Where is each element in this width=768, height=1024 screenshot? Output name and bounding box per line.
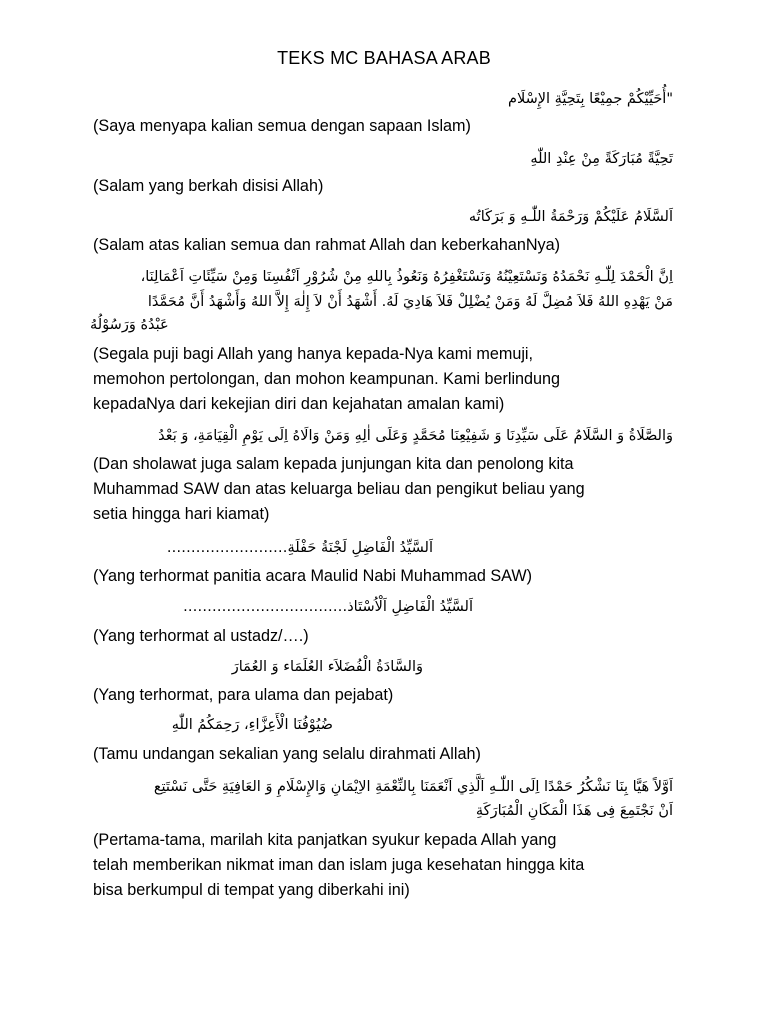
translation-line: (Yang terhormat panitia acara Maulid Nabi Muhammad SAW): [93, 567, 533, 585]
arabic-line: وَالصَّلَاةُ وَ السَّلَامُ عَلَى سَيِّدِنَا وَ شَفِيْعِنَا مُحَمَّدٍ وَعَلَى اٰلِهِ وَمَنْ وَالَاهُ اِلَى يَوْمِ الْقِيَامَةِ، وَ بَعْدُ: [158, 428, 673, 444]
arabic-line: ضُيُوْفُنَا الْأَعِزَّاءِ، رَحِمَكُمُ اللّٰهِ: [171, 717, 333, 733]
arabic-line: اَلسَّلَامُ عَلَيْكُمْ وَرَحْمَةُ اللّٰـهِ وَ بَرَكَاتُه: [468, 209, 673, 225]
arabic-line: عَبْدُهُ وَرَسُوْلُهُ: [90, 317, 169, 333]
translation-line: (Segala puji bagi Allah yang hanya kepada-Nya kami memuji,: [93, 345, 534, 363]
arabic-line: اَنْ نَجْتَمِعَ فِى هَذَا الْمَكَانِ الْمُبَارَكَةِ: [475, 803, 673, 819]
translation-line: memohon pertolongan, dan mohon keampunan. Kami berlindung: [93, 370, 561, 388]
translation-line: setia hingga hari kiamat): [93, 505, 270, 523]
translation-line: (Salam atas kalian semua dan rahmat Allah dan keberkahanNya): [93, 236, 561, 254]
arabic-line: تَحِيَّةً مُبَارَكَةً مِنْ عِنْدِ اللّٰهِ: [530, 151, 673, 167]
translation-line: kepadaNya dari kekejian diri dan kejahatan amalan kami): [93, 395, 505, 413]
arabic-line: مَنْ يَهْدِهِ اللهُ فَلاَ مُضِلَّ لَهُ وَمَنْ يُضْلِلْ فَلاَ هَادِيَ لَهُ. أَشْهَدُ أَنْ لاَ إِلٰهَ إِلاَّ اللهُ وَأَشْهَدُ أَنَّ مُحَمَّدًا: [147, 294, 673, 310]
translation-line: (Salam yang berkah disisi Allah): [93, 177, 324, 195]
translation-line: (Yang terhormat al ustadz/….): [93, 627, 309, 645]
arabic-line: اِنَّ الْحَمْدَ لِلّٰـهِ نَحْمَدُهُ وَنَسْتَعِيْنُهُ وَنَسْتَغْفِرُهُ وَنَعُوذُ بِاللهِ مِنْ شُرُوْرِ اَنْفُسِنَا وَمِنْ سَيِّئَاتِ اَعْمَالِنَا،: [140, 269, 673, 285]
translation-line: Muhammad SAW dan atas keluarga beliau dan pengikut beliau yang: [93, 480, 585, 498]
document-title: TEKS MC BAHASA ARAB: [277, 48, 491, 68]
translation-line: (Saya menyapa kalian semua dengan sapaan Islam): [93, 117, 471, 135]
translation-line: telah memberikan nikmat iman dan islam juga kesehatan hingga kita: [93, 856, 585, 874]
arabic-line: اَلسَّيِّدُ الْفَاضِلِ لَجْنَةُ حَفْلَةِ…………………….: [166, 540, 433, 556]
arabic-greeting-line: "أُحَيِّيْكُمْ جمِيْعًا بِتَحِيَّةِ الإِسْلَام: [507, 91, 673, 107]
translation-line: (Tamu undangan sekalian yang selalu dirahmati Allah): [93, 745, 481, 763]
translation-line: bisa berkumpul di tempat yang diberkahi ini): [93, 881, 410, 899]
translation-line: (Pertama-tama, marilah kita panjatkan syukur kepada Allah yang: [93, 831, 557, 849]
arabic-line: اَلسَّيِّدُ الْفَاضِلِ اَلْاُسْتَاذ…………………………….: [183, 599, 473, 615]
translation-line: (Dan sholawat juga salam kepada junjungan kita dan penolong kita: [93, 455, 574, 473]
arabic-line: اَوَّلاً هَيَّا بِنَا نَشْكُرُ حَمْدًا اِلَى اللّٰـهِ اَلَّذِي اَنْعَمَنَا بِالنِّعْمَةِ الاِيْمَانِ وَالإِسْلَامِ وَ العَافِيَةِ حَتَّى نَسْتَتِع: [153, 779, 673, 795]
arabic-line: وَالسَّادَةُ الْفُضَلاَء العُلَمَاء وَ العُمَارَ: [231, 659, 423, 675]
translation-line: (Yang terhormat, para ulama dan pejabat): [93, 686, 394, 704]
